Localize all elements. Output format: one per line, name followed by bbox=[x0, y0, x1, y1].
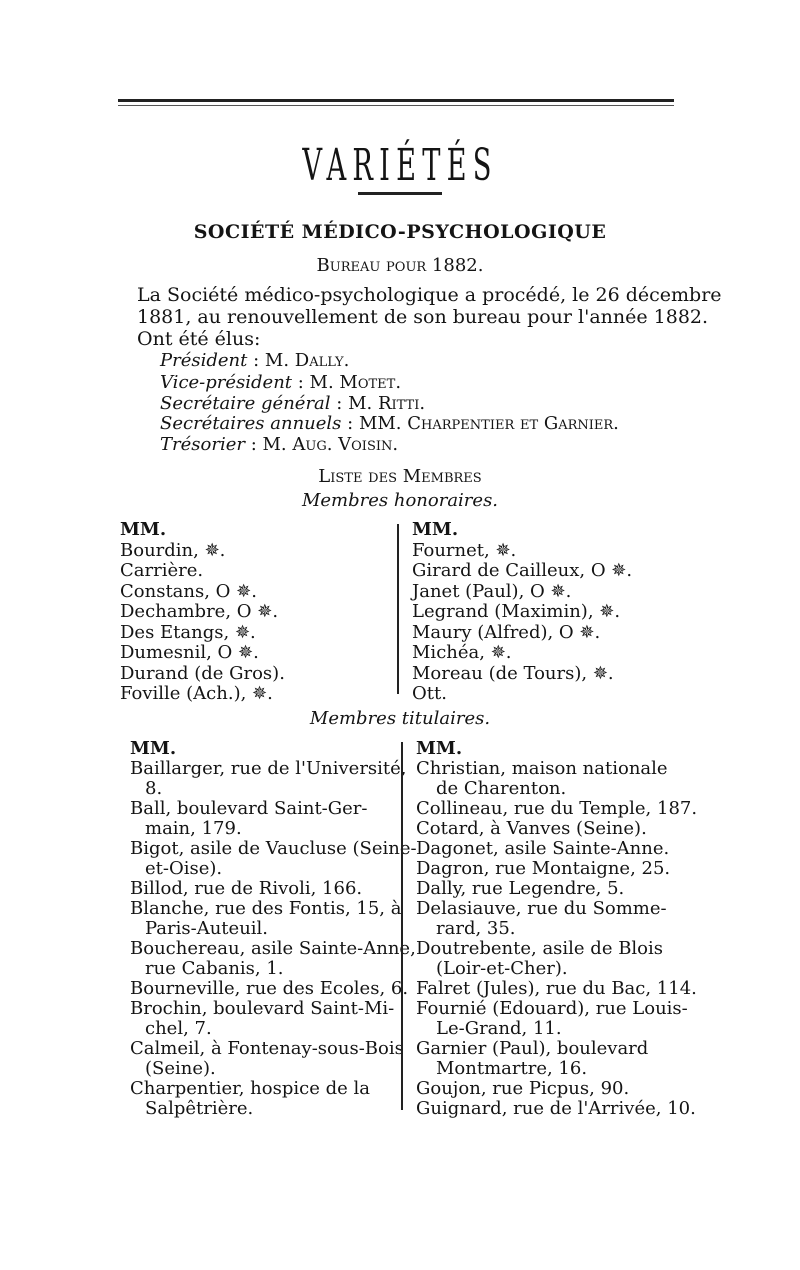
officer-role: Vice-président bbox=[160, 372, 293, 393]
honorary-column-divider bbox=[397, 524, 399, 694]
member-entry: Calmeil, à Fontenay-sous-Bois bbox=[130, 1038, 404, 1059]
member-entry: Dagron, rue Montaigne, 25. bbox=[416, 858, 671, 879]
member-entry: Janet (Paul), O ✵. bbox=[412, 580, 572, 602]
member-entry: Ball, boulevard Saint-Ger- bbox=[130, 798, 368, 819]
member-entry: Bourdin, ✵. bbox=[120, 539, 226, 561]
member-entry: Des Etangs, ✵. bbox=[120, 621, 256, 643]
intro-line-1: La Société médico-psychologique a procédé, le 26 décembre bbox=[137, 284, 722, 306]
member-entry: Delasiauve, rue du Somme- bbox=[416, 898, 667, 919]
member-entry: Carrière. bbox=[120, 560, 204, 581]
top-rule bbox=[118, 99, 674, 102]
titular-heading: Membres titulaires. bbox=[309, 708, 491, 729]
member-entry: (Loir-et-Cher). bbox=[436, 958, 568, 979]
column-mm-label: MM. bbox=[412, 519, 459, 540]
column-mm-label: MM. bbox=[416, 738, 463, 759]
member-entry: Bourneville, rue des Ecoles, 6. bbox=[130, 978, 409, 999]
member-entry: Constans, O ✵. bbox=[120, 580, 257, 602]
member-entry: Fournet, ✵. bbox=[412, 539, 517, 561]
officer-role: Secrétaire général bbox=[160, 393, 331, 414]
officer-role: Secrétaires annuels bbox=[160, 413, 342, 434]
member-entry: Paris-Auteuil. bbox=[145, 918, 269, 939]
title-rule bbox=[358, 192, 442, 195]
member-entry: Girard de Cailleux, O ✵. bbox=[412, 560, 633, 581]
member-entry: Doutrebente, asile de Blois bbox=[416, 938, 664, 959]
member-entry: Foville (Ach.), ✵. bbox=[120, 683, 273, 704]
member-entry: Moreau (de Tours), ✵. bbox=[412, 662, 614, 684]
member-entry: rue Cabanis, 1. bbox=[145, 958, 284, 979]
member-list-heading: Liste des Membres bbox=[318, 466, 482, 487]
officer-treasurer bbox=[160, 434, 398, 456]
column-mm-label: MM. bbox=[120, 519, 167, 540]
member-entry: Charpentier, hospice de la bbox=[130, 1078, 370, 1099]
member-entry: Dally, rue Legendre, 5. bbox=[416, 878, 625, 899]
member-entry: Blanche, rue des Fontis, 15, à bbox=[130, 898, 402, 919]
member-entry: Guignard, rue de l'Arrivée, 10. bbox=[416, 1098, 696, 1119]
member-entry: Christian, maison nationale bbox=[416, 758, 668, 779]
officer-name: : M. Dally. bbox=[253, 350, 350, 371]
member-entry: Dechambre, O ✵. bbox=[120, 601, 279, 622]
officer-annual-secretaries bbox=[160, 413, 619, 435]
intro-line-2: 1881, au renouvellement de son bureau pour l'année 1882. bbox=[137, 306, 709, 328]
bureau-heading: Bureau pour 1882. bbox=[316, 255, 484, 276]
officer-name: : M. Aug. Voisin. bbox=[250, 434, 399, 455]
member-entry: main, 179. bbox=[145, 818, 242, 839]
member-entry: Bouchereau, asile Sainte-Anne, bbox=[130, 938, 416, 959]
member-entry: 8. bbox=[145, 778, 163, 799]
top-rule-thin bbox=[118, 105, 674, 106]
member-entry: Durand (de Gros). bbox=[120, 662, 285, 684]
titular-column-divider bbox=[401, 742, 403, 1110]
member-entry: Cotard, à Vanves (Seine). bbox=[416, 818, 647, 839]
society-heading: SOCIÉTÉ MÉDICO-PSYCHOLOGIQUE bbox=[193, 221, 607, 243]
page-title: VARIÉTÉS bbox=[302, 140, 498, 191]
member-entry: Baillarger, rue de l'Université, bbox=[130, 758, 407, 779]
member-entry: Fournié (Edouard), rue Louis- bbox=[416, 998, 688, 1019]
member-entry: Falret (Jules), rue du Bac, 114. bbox=[416, 978, 697, 999]
column-mm-label: MM. bbox=[130, 738, 177, 759]
member-entry: Dumesnil, O ✵. bbox=[120, 642, 259, 663]
member-entry: Montmartre, 16. bbox=[436, 1058, 588, 1079]
member-entry: (Seine). bbox=[145, 1058, 216, 1079]
officer-name: : M. Motet. bbox=[297, 372, 402, 393]
member-entry: Billod, rue de Rivoli, 166. bbox=[130, 878, 363, 899]
member-entry: Maury (Alfred), O ✵. bbox=[412, 621, 601, 643]
member-entry: Salpêtrière. bbox=[145, 1098, 254, 1119]
officer-role: Président bbox=[160, 350, 248, 371]
member-entry: et-Oise). bbox=[145, 858, 223, 879]
member-entry: Ott. bbox=[412, 683, 447, 704]
officer-role: Trésorier bbox=[160, 434, 245, 455]
member-entry: Legrand (Maximin), ✵. bbox=[412, 601, 621, 622]
officer-vice-president bbox=[160, 372, 401, 394]
intro-line-3: Ont été élus: bbox=[137, 328, 261, 350]
member-entry: Garnier (Paul), boulevard bbox=[416, 1038, 649, 1059]
member-entry: Michéa, ✵. bbox=[412, 642, 512, 663]
member-entry: rard, 35. bbox=[436, 918, 516, 939]
member-entry: Goujon, rue Picpus, 90. bbox=[416, 1078, 630, 1099]
honorary-heading: Membres honoraires. bbox=[301, 490, 499, 511]
officer-name: : M. Ritti. bbox=[336, 393, 426, 414]
member-entry: Dagonet, asile Sainte-Anne. bbox=[416, 838, 670, 859]
member-entry: Bigot, asile de Vaucluse (Seine- bbox=[130, 838, 417, 859]
officer-name: : MM. Charpentier et Garnier. bbox=[347, 413, 619, 434]
member-entry: Le-Grand, 11. bbox=[436, 1018, 562, 1039]
officer-secretary-general bbox=[160, 393, 425, 415]
member-entry: Collineau, rue du Temple, 187. bbox=[416, 798, 698, 819]
member-entry: chel, 7. bbox=[145, 1018, 212, 1039]
member-entry: de Charenton. bbox=[436, 778, 567, 799]
officer-president bbox=[160, 350, 349, 372]
member-entry: Brochin, boulevard Saint-Mi- bbox=[130, 998, 395, 1019]
